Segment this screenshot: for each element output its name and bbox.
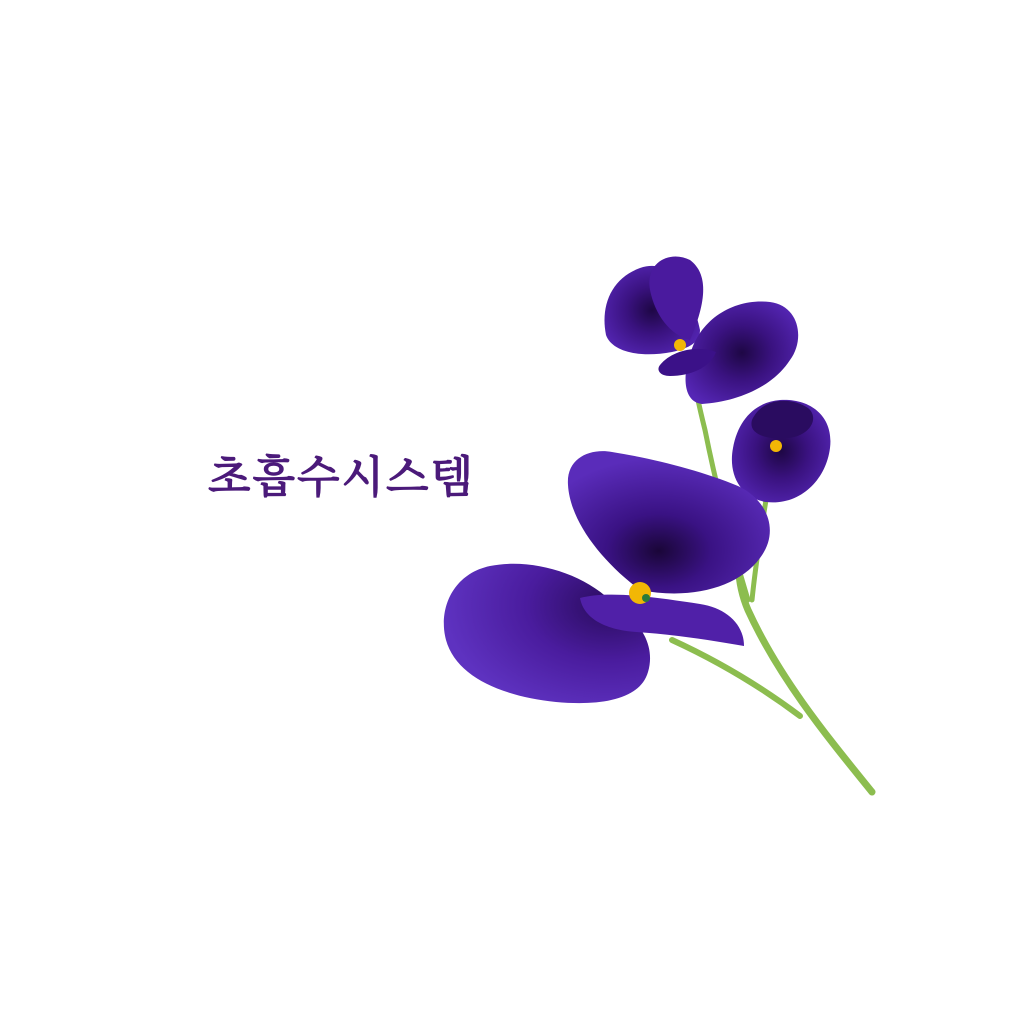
big-flower-center-dot <box>642 594 650 602</box>
top-flower-center <box>674 339 686 351</box>
lower-branch-stem <box>672 640 800 716</box>
small-flower <box>732 400 831 503</box>
brand-title: 초흡수시스템 <box>208 452 476 503</box>
small-flower-center <box>770 440 782 452</box>
top-flower <box>604 257 798 404</box>
big-flower-left-petal <box>444 564 650 703</box>
main-stem <box>738 530 872 792</box>
